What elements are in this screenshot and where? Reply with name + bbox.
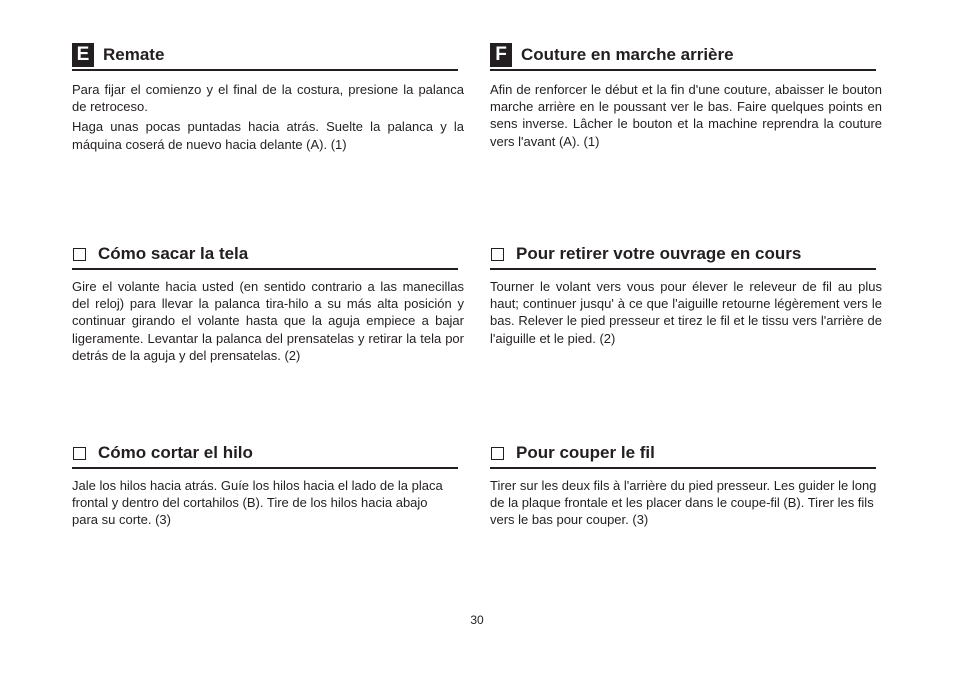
- paragraph: Para fijar el comienzo y el final de la costura, presione la palanca de retroceso.: [72, 82, 464, 115]
- section-remate: [72, 42, 464, 153]
- section-como-sacar-la-tela: [72, 241, 464, 364]
- section-body: [490, 81, 882, 150]
- section-body: [490, 278, 882, 347]
- paragraph: Gire el volante hacia usted (en sentido contrario a las manecillas del reloj) para llevar la palanca tira-hilo a su más alta posición y continuar girando el volante hasta que la aguja empiece a bajar ligeramente. Levantar la palanca del prensatelas y retirar la tela por detrás de la aguja y del prensatelas. (2): [72, 279, 464, 363]
- section-title: Cómo cortar el hilo: [98, 443, 253, 462]
- heading-rule: [72, 69, 458, 71]
- section-body: [72, 477, 452, 529]
- square-bullet-icon: [73, 248, 86, 261]
- section-heading: [490, 440, 890, 466]
- section-heading: [72, 42, 464, 68]
- page-number: 30: [470, 613, 484, 627]
- section-body: [72, 81, 464, 153]
- heading-rule: [490, 467, 876, 469]
- section-heading: [72, 440, 464, 466]
- heading-rule: [72, 268, 458, 270]
- section-heading: [490, 241, 882, 267]
- paragraph: Afin de renforcer le début et la fin d'une couture, abaisser le bouton marche arrière en le poussant ver le bas. Faire quelques points en sens inverse. Lâcher le bouton et la machine reprendra la couture vers l'avant (A). (1): [490, 82, 882, 149]
- section-title: Cómo sacar la tela: [98, 244, 249, 263]
- square-bullet-icon: [491, 248, 504, 261]
- paragraph: Haga unas pocas puntadas hacia atrás. Suelte la palanca y la máquina coserá de nuevo hacia delante (A). (1): [72, 119, 464, 152]
- heading-rule: [490, 268, 876, 270]
- heading-rule: [72, 467, 458, 469]
- section-heading: [72, 241, 464, 267]
- section-como-cortar-el-hilo: [72, 440, 464, 529]
- section-heading: [490, 42, 882, 68]
- section-title: Pour retirer votre ouvrage en cours: [516, 244, 802, 263]
- section-couture-marche-arriere: [490, 42, 882, 150]
- section-title: Remate: [103, 45, 165, 64]
- section-letter-badge: F: [490, 43, 512, 67]
- square-bullet-icon: [73, 447, 86, 460]
- section-body: [490, 477, 890, 529]
- section-title: Couture en marche arrière: [521, 45, 734, 64]
- section-title: Pour couper le fil: [516, 443, 655, 462]
- paragraph: Tirer sur les deux fils à l'arrière du pied presseur. Les guider le long de la plaque frontale et les placer dans le coupe-fil (B). Tirer les fils vers le bas pour couper. (3): [490, 478, 877, 528]
- square-bullet-icon: [491, 447, 504, 460]
- heading-rule: [490, 69, 876, 71]
- section-pour-retirer-ouvrage: [490, 241, 882, 347]
- section-body: [72, 278, 464, 364]
- paragraph: Tourner le volant vers vous pour élever le releveur de fil au plus haut; continuer jusqu' à ce que l'aiguille retourne légèrement vers le bas. Relever le pied presseur et tirez le fil et le tissu vers l'arrière de l'aiguille et le pied. (2): [490, 279, 882, 346]
- section-pour-couper-le-fil: [490, 440, 890, 529]
- paragraph: Jale los hilos hacia atrás. Guíe los hilos hacia el lado de la placa frontal y dentro del cortahilos (B). Tire de los hilos hacia abajo para su corte. (3): [72, 478, 443, 528]
- section-letter-badge: E: [72, 43, 94, 67]
